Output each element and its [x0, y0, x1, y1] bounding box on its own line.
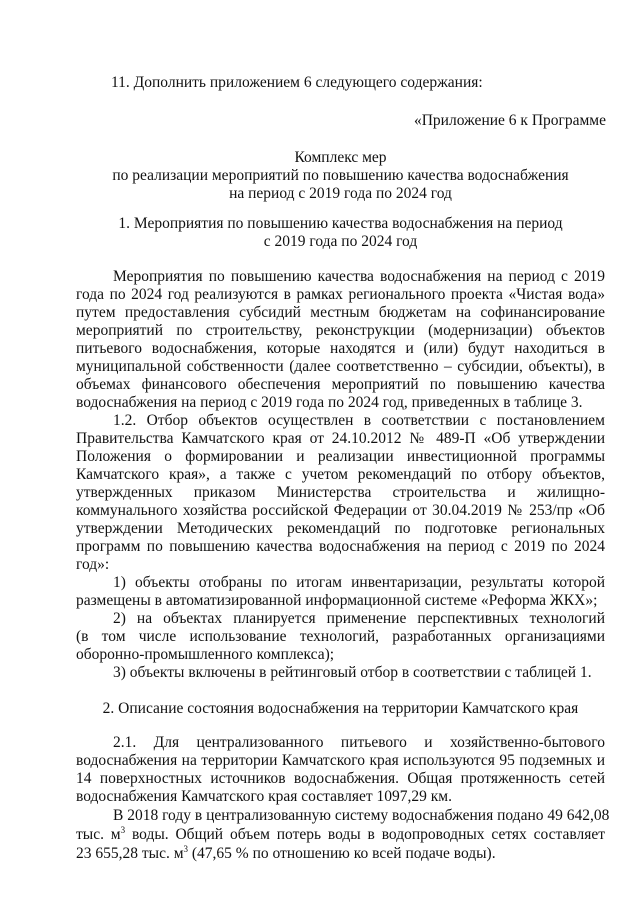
para-line: оборонно-промышленного комплекса);: [76, 646, 335, 663]
list-item-2: 2) на объектах планируется применение перспективных технологий: [113, 610, 605, 627]
text-fragment: 23 655,28 тыс. м: [76, 845, 184, 862]
superscript: 3: [183, 844, 189, 854]
para-line: (в том числе использование технологий, разработанных организациями: [76, 628, 605, 645]
para-line: 14 поверхностных источников водоснабжения. Общая протяженность сетей: [76, 770, 605, 787]
para-line: 1.2. Отбор объектов осуществлен в соответствии с постановлением: [113, 412, 605, 429]
section2-heading: 2. Описание состояния водоснабжения на территории Камчатского края: [102, 700, 579, 717]
para-line: размещены в автоматизированной информационной системе «Реформа ЖКХ»;: [76, 592, 598, 609]
para-line: утвержденных приказом Министерства строительства и жилищно-: [76, 484, 605, 501]
title-line-1: Комплекс мер: [294, 149, 387, 166]
para-line: Положения о формировании и реализации инвестиционной программы: [76, 448, 605, 465]
para-line: утверждении Методических рекомендаций по подготовке региональных: [76, 520, 605, 537]
para-line: программ по повышению качества водоснабжения на период с 2019 по 2024: [76, 538, 605, 555]
section1-heading-line-2: с 2019 года по 2024 год: [263, 233, 418, 250]
para-line-with-unit: [76, 844, 605, 863]
list-item-3: 3) объекты включены в рейтинговый отбор в соответствии с таблицей 1.: [113, 664, 592, 681]
para-line: Камчатского края», а также с учетом рекомендаций по отбору объектов,: [76, 466, 605, 483]
para-line: коммунального хозяйства российской Федерации от 30.04.2019 № 253/пр «Об: [76, 502, 605, 519]
intro-line: 11. Дополнить приложением 6 следующего содержания:: [111, 74, 483, 91]
para-line: года по 2024 год реализуются в рамках регионального проекта «Чистая вода»: [76, 286, 605, 303]
para-line: объемах финансового обеспечения мероприятий по повышению качества: [76, 376, 605, 393]
para-line: водоснабжения на территории Камчатского края используются 95 подземных и: [76, 752, 605, 769]
para-line: Мероприятия по повышению качества водоснабжения на период с 2019: [113, 268, 605, 285]
appendix-reference: «Приложение 6 к Программе: [413, 112, 606, 129]
para-line: мероприятий по строительству, реконструкции (модернизации) объектов: [76, 322, 605, 339]
para-line: питьевого водоснабжения, которые находятся и (или) будут находиться в: [76, 340, 605, 357]
superscript: 3: [120, 825, 126, 835]
section1-heading-line-1: 1. Мероприятия по повышению качества водоснабжения на период: [118, 215, 563, 232]
title-line-3: на период с 2019 года по 2024 год: [229, 185, 452, 202]
para-line: В 2018 году в централизованную систему водоснабжения подано 49 642,08: [113, 807, 610, 824]
title-line-2: по реализации мероприятий по повышению качества водоснабжения: [112, 167, 569, 184]
para-line: 2.1. Для централизованного питьевого и хозяйственно-бытового: [113, 734, 605, 751]
para-line: Правительства Камчатского края от 24.10.2012 № 489-П «Об утверждении: [76, 430, 605, 447]
text-fragment: воды. Общий объем потерь воды в водопроводных сетях составляет: [125, 826, 605, 843]
list-item-1: 1) объекты отобраны по итогам инвентаризации, результаты которой: [113, 574, 605, 591]
para-line-with-unit: [76, 825, 605, 844]
para-line: водоснабжения на период с 2019 года по 2024 год, приведенных в таблице 3.: [76, 394, 583, 411]
para-line: путем предоставления субсидий местным бюджетам на софинансирование: [76, 304, 605, 321]
para-line: муниципальной собственности (далее соответственно – субсидии, объекты), в: [76, 358, 605, 375]
para-line: год»:: [76, 556, 110, 573]
text-fragment: тыс. м: [76, 826, 121, 843]
text-fragment: (47,65 % по отношению ко всей подаче воды).: [188, 845, 496, 862]
para-line: водоснабжения Камчатского края составляет 1097,29 км.: [76, 788, 452, 805]
